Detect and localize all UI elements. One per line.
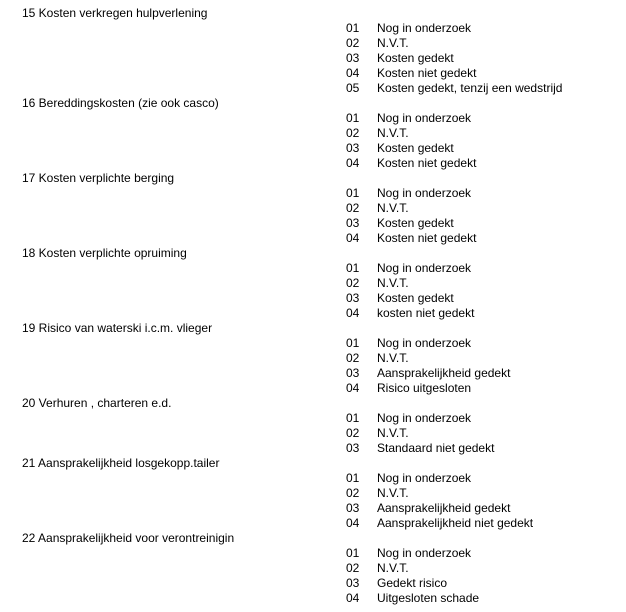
option-row <box>0 51 626 66</box>
option-code: 01 <box>346 546 360 560</box>
option-label: Nog in onderzoek <box>377 21 472 35</box>
option-label: Nog in onderzoek <box>377 546 472 560</box>
document <box>0 6 626 606</box>
option-label: Nog in onderzoek <box>377 186 472 200</box>
section-heading-row <box>0 531 626 546</box>
option-code: 02 <box>346 201 360 215</box>
option-code: 03 <box>346 576 360 590</box>
section <box>0 531 626 606</box>
option-label: Nog in onderzoek <box>377 411 472 425</box>
option-label: N.V.T. <box>377 201 409 215</box>
option-label: Uitgesloten schade <box>377 591 480 605</box>
option-code: 03 <box>346 291 360 305</box>
option-code: 01 <box>346 111 360 125</box>
option-label: Nog in onderzoek <box>377 336 472 350</box>
option-label: Aansprakelijkheid niet gedekt <box>377 516 534 530</box>
option-code: 03 <box>346 51 360 65</box>
option-row <box>0 441 626 456</box>
option-label: kosten niet gedekt <box>377 306 475 320</box>
option-row <box>0 411 626 426</box>
option-code: 02 <box>346 486 360 500</box>
option-row <box>0 501 626 516</box>
option-label: Nog in onderzoek <box>377 471 472 485</box>
option-label: Kosten gedekt <box>377 141 454 155</box>
section-heading-row <box>0 396 626 411</box>
option-code: 02 <box>346 36 360 50</box>
option-row <box>0 36 626 51</box>
option-label: Kosten gedekt, tenzij een wedstrijd <box>377 81 563 95</box>
option-row <box>0 201 626 216</box>
option-row <box>0 261 626 276</box>
section-heading-row <box>0 171 626 186</box>
section-heading-row <box>0 321 626 336</box>
option-code: 03 <box>346 216 360 230</box>
section-heading-row <box>0 246 626 261</box>
option-label: Aansprakelijkheid gedekt <box>377 501 511 515</box>
section-title: 16 Bereddingskosten (zie ook casco) <box>22 96 219 110</box>
section-heading-row <box>0 6 626 21</box>
option-row <box>0 291 626 306</box>
option-code: 03 <box>346 441 360 455</box>
option-row <box>0 486 626 501</box>
option-row <box>0 216 626 231</box>
section <box>0 321 626 396</box>
option-code: 02 <box>346 426 360 440</box>
option-row <box>0 141 626 156</box>
option-label: Kosten niet gedekt <box>377 66 477 80</box>
section-title: 15 Kosten verkregen hulpverlening <box>22 6 208 20</box>
option-code: 02 <box>346 126 360 140</box>
option-code: 01 <box>346 336 360 350</box>
option-row <box>0 111 626 126</box>
option-label: N.V.T. <box>377 351 409 365</box>
option-label: N.V.T. <box>377 426 409 440</box>
option-row <box>0 546 626 561</box>
option-code: 03 <box>346 366 360 380</box>
option-row <box>0 66 626 81</box>
option-code: 05 <box>346 81 360 95</box>
option-code: 04 <box>346 591 360 605</box>
option-row <box>0 126 626 141</box>
option-code: 04 <box>346 381 360 395</box>
option-row <box>0 516 626 531</box>
option-label: Nog in onderzoek <box>377 261 472 275</box>
section-title: 20 Verhuren , charteren e.d. <box>22 396 172 410</box>
section <box>0 6 626 96</box>
option-label: N.V.T. <box>377 561 409 575</box>
option-code: 02 <box>346 276 360 290</box>
option-label: Kosten gedekt <box>377 216 454 230</box>
option-row <box>0 591 626 606</box>
option-code: 04 <box>346 231 360 245</box>
section <box>0 96 626 171</box>
option-label: Standaard niet gedekt <box>377 441 495 455</box>
section-title: 21 Aansprakelijkheid losgekopp.tailer <box>22 456 220 470</box>
section <box>0 456 626 531</box>
option-row <box>0 576 626 591</box>
option-code: 01 <box>346 186 360 200</box>
option-label: Kosten niet gedekt <box>377 231 477 245</box>
option-label: N.V.T. <box>377 486 409 500</box>
option-code: 04 <box>346 306 360 320</box>
option-code: 03 <box>346 141 360 155</box>
option-label: Gedekt risico <box>377 576 448 590</box>
option-label: Aansprakelijkheid gedekt <box>377 366 511 380</box>
option-code: 03 <box>346 501 360 515</box>
option-row <box>0 381 626 396</box>
option-code: 02 <box>346 561 360 575</box>
option-code: 04 <box>346 516 360 530</box>
option-label: N.V.T. <box>377 126 409 140</box>
option-code: 01 <box>346 261 360 275</box>
option-label: Kosten gedekt <box>377 291 454 305</box>
section <box>0 171 626 246</box>
option-row <box>0 471 626 486</box>
option-label: Kosten niet gedekt <box>377 156 477 170</box>
section-heading-row <box>0 96 626 111</box>
section-title: 18 Kosten verplichte opruiming <box>22 246 187 260</box>
option-row <box>0 81 626 96</box>
option-code: 01 <box>346 21 360 35</box>
option-row <box>0 156 626 171</box>
section <box>0 246 626 321</box>
option-row <box>0 276 626 291</box>
option-row <box>0 426 626 441</box>
option-row <box>0 231 626 246</box>
option-row <box>0 561 626 576</box>
option-code: 02 <box>346 351 360 365</box>
option-label: Kosten gedekt <box>377 51 454 65</box>
option-label: Risico uitgesloten <box>377 381 472 395</box>
option-label: Nog in onderzoek <box>377 111 472 125</box>
option-code: 04 <box>346 66 360 80</box>
option-row <box>0 336 626 351</box>
section <box>0 396 626 456</box>
option-code: 04 <box>346 156 360 170</box>
option-row <box>0 186 626 201</box>
section-title: 22 Aansprakelijkheid voor verontreinigin <box>22 531 235 545</box>
option-code: 01 <box>346 471 360 485</box>
section-heading-row <box>0 456 626 471</box>
option-row <box>0 351 626 366</box>
option-row <box>0 21 626 36</box>
option-row <box>0 306 626 321</box>
option-code: 01 <box>346 411 360 425</box>
option-label: N.V.T. <box>377 36 409 50</box>
option-label: N.V.T. <box>377 276 409 290</box>
section-title: 17 Kosten verplichte berging <box>22 171 175 185</box>
section-title: 19 Risico van waterski i.c.m. vlieger <box>22 321 213 335</box>
option-row <box>0 366 626 381</box>
